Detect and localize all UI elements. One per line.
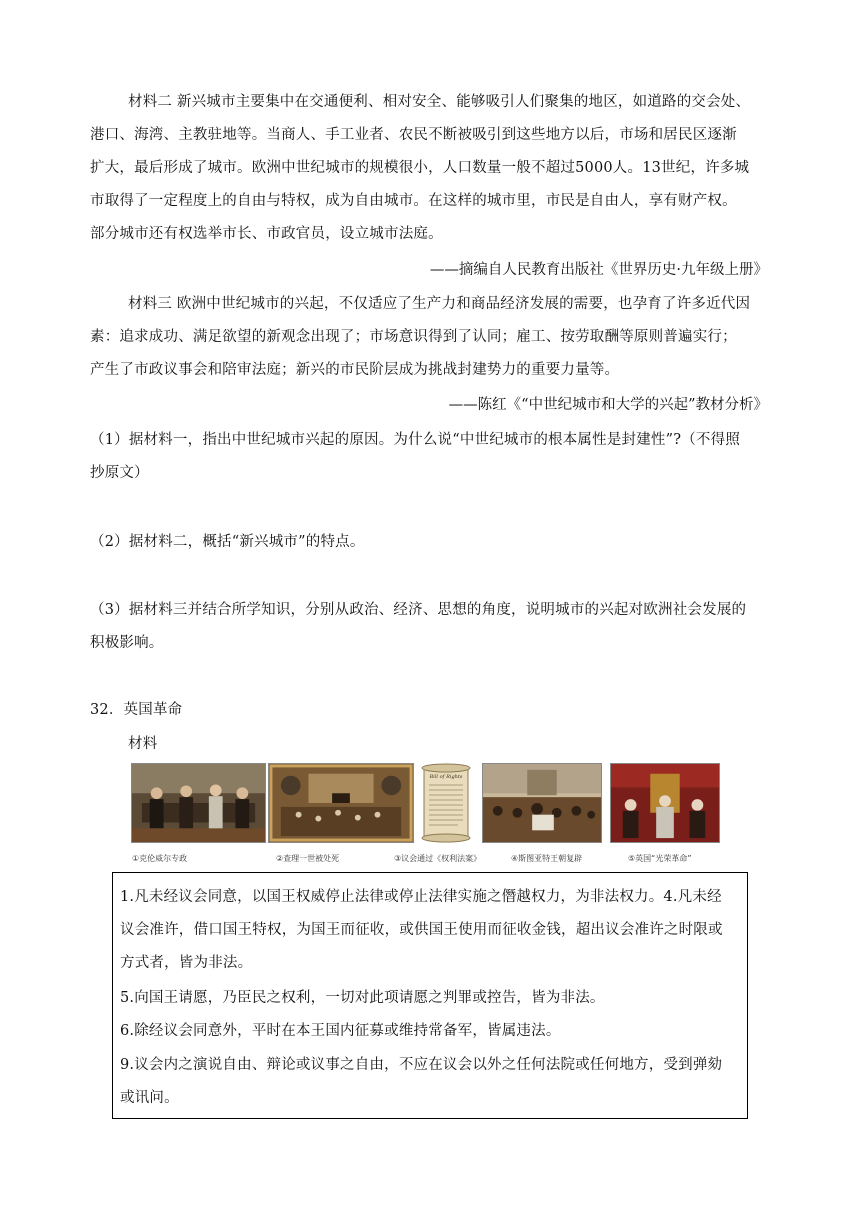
scroll-title: Bill of Rights: [429, 774, 463, 780]
box-line: 5.向国王请愿，乃臣民之权利，一切对此项请愿之判罪或控告，皆为非法。: [120, 990, 605, 1006]
q32-title: 32．英国革命: [90, 702, 183, 718]
m2-line: 扩大，最后形成了城市。欧洲中世纪城市的规模很小，人口数量一般不超过5000人。13世纪，许多城: [90, 160, 750, 176]
m3-line: 产生了市政议事会和陪审法庭；新兴的市民阶层成为挑战封建势力的重要力量等。: [90, 362, 620, 378]
figure-glorious-revolution: [610, 763, 720, 843]
m2-line: 港口、海湾、主教驻地等。当商人、手工业者、农民不断被吸引到这些地方以后，市场和居民区逐渐: [90, 127, 737, 143]
question-2: （2）据材料二，概括“新兴城市”的特点。: [90, 534, 365, 550]
material-label: 材料: [128, 736, 158, 752]
box-line: 9.议会内之演说自由、辩论或议事之自由，不应在议会以外之任何法院或任何地方，受到弹劾: [120, 1057, 723, 1073]
question-1: （1）据材料一，指出中世纪城市兴起的原因。为什么说“中世纪城市的根本属性是封建性”?（不得照: [90, 432, 741, 448]
caption-1: ①克伦威尔专政: [132, 854, 188, 863]
m2-line: 部分城市还有权选举市长、市政官员，设立城市法庭。: [90, 226, 443, 242]
caption-2: ②查理一世被处死: [276, 854, 340, 863]
figure-bill-of-rights-scroll: [420, 763, 472, 843]
caption-4: ④斯图亚特王朝复辟: [511, 854, 583, 863]
box-line: 或讯问。: [120, 1090, 179, 1106]
caption-3: ③议会通过《权利法案》: [394, 854, 482, 863]
m2-line: 材料二 新兴城市主要集中在交通便利、相对安全、能够吸引人们聚集的地区，如道路的交会处、: [128, 94, 751, 110]
m3-line: 材料三 欧洲中世纪城市的兴起，不仅适应了生产力和商品经济发展的需要，也孕育了许多近代因: [128, 296, 751, 312]
m3-source: ——陈红《“中世纪城市和大学的兴起”教材分析》: [448, 397, 768, 413]
bill-of-rights-excerpt-box: [112, 872, 748, 1119]
box-line: 6.除经议会同意外，平时在本王国内征募或维持常备军，皆属违法。: [120, 1023, 561, 1039]
m2-line: 市取得了一定程度上的自由与特权，成为自由城市。在这样的城市里，市民是自由人，享有财产权。: [90, 193, 737, 209]
figure-charles-execution: [268, 763, 414, 843]
question-3: （3）据材料三并结合所学知识，分别从政治、经济、思想的角度，说明城市的兴起对欧洲社会发展的: [90, 602, 747, 618]
figure-stuart-restoration: [482, 763, 602, 843]
box-line: 1.凡未经议会同意，以国王权威停止法律或停止法律实施之僭越权力，为非法权力。4.凡未经: [120, 889, 722, 905]
figure-cromwell-painting: [131, 763, 266, 843]
question-3-cont: 积极影响。: [90, 635, 164, 651]
m3-line: 素：追求成功、满足欲望的新观念出现了；市场意识得到了认同；雇工、按劳取酬等原则普遍实行；: [90, 329, 737, 345]
caption-5: ⑤英国“光荣革命”: [628, 854, 692, 863]
box-line: 方式者，皆为非法。: [120, 955, 253, 971]
box-line: 议会准许，借口国王特权，为国王而征收，或供国王使用而征收金钱，超出议会准许之时限或: [120, 922, 723, 938]
question-1-cont: 抄原文）: [90, 465, 149, 481]
m2-source: ——摘编自人民教育出版社《世界历史·九年级上册》: [429, 262, 768, 278]
